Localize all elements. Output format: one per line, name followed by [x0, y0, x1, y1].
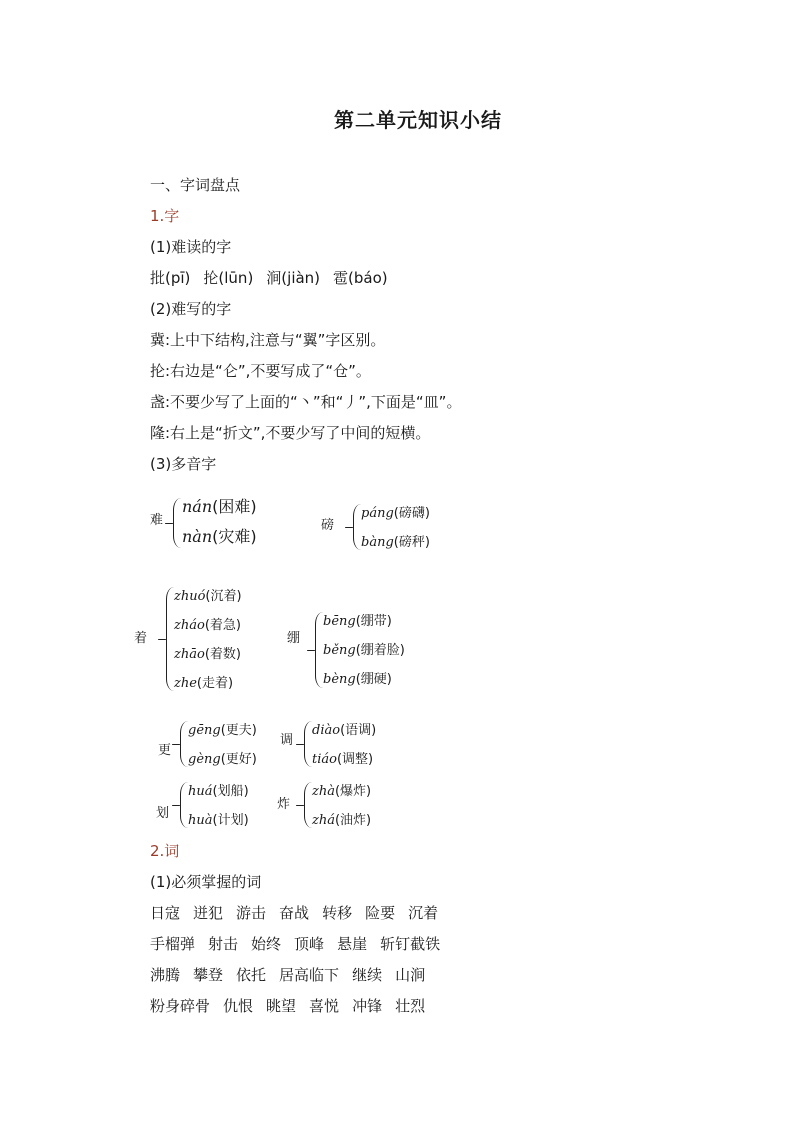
- word-item: 依托: [236, 966, 267, 984]
- word-row: [150, 903, 438, 923]
- polyphone-reading: bèng(绷硬): [323, 672, 392, 687]
- polyphone-reading: huá(划船): [188, 784, 249, 799]
- polyphone-reading: běng(绷着脸): [323, 643, 405, 658]
- polyphone-reading: nàn(灾难): [182, 527, 257, 546]
- polyphone-reading: bàng(磅秤): [361, 535, 430, 550]
- polyphone-reading: diào(语调): [312, 723, 377, 738]
- hard-to-read-list: [150, 268, 388, 288]
- polyphone-char: 更: [158, 743, 172, 758]
- hard-to-write-heading: (2)难写的字: [150, 300, 232, 318]
- polyphone-reading: zhà(爆炸): [312, 784, 372, 799]
- polyphone-char: 磅: [321, 518, 335, 533]
- must-master-words-heading: (1)必须掌握的词: [150, 873, 262, 891]
- word-item: 喜悦: [309, 997, 340, 1015]
- word-item: 沸腾: [150, 966, 181, 984]
- polyphone-reading: zháo(着急): [174, 618, 241, 633]
- hard-read-item: 雹(báo): [333, 269, 388, 287]
- polyphone-char: 难: [150, 513, 164, 528]
- hard-write-note: 隆:右上是“折文”,不要少写了中间的短横。: [150, 424, 431, 442]
- polyphone-char: 划: [156, 806, 170, 821]
- hard-write-note: 冀:上中下结构,注意与“翼”字区别。: [150, 331, 386, 349]
- word-item: 悬崖: [337, 935, 368, 953]
- polyphone-heading: (3)多音字: [150, 455, 217, 473]
- polyphone-reading: nán(困难): [182, 497, 257, 516]
- word-item: 壮烈: [395, 997, 426, 1015]
- word-item: 转移: [322, 904, 353, 922]
- word-item: 眺望: [266, 997, 297, 1015]
- hard-read-item: 抡(lūn): [203, 269, 254, 287]
- section-heading-word-review: 一、字词盘点: [150, 176, 241, 194]
- word-item: 始终: [251, 935, 282, 953]
- word-item: 沉着: [408, 904, 439, 922]
- polyphone-reading: gēng(更夫): [188, 723, 257, 738]
- polyphone-char: 着: [134, 631, 148, 646]
- word-item: 斩钉截铁: [380, 935, 441, 953]
- polyphone-reading: zhe(走着): [174, 676, 234, 691]
- word-item: 迸犯: [193, 904, 224, 922]
- polyphone-reading: bēng(绷带): [323, 614, 392, 629]
- polyphone-reading: huà(计划): [188, 813, 249, 828]
- hard-read-item: 批(pī): [150, 269, 191, 287]
- word-item: 顶峰: [294, 935, 325, 953]
- word-item: 奋战: [279, 904, 310, 922]
- subheading-characters: 1.字: [150, 207, 180, 225]
- word-item: 游击: [236, 904, 267, 922]
- word-item: 险要: [365, 904, 396, 922]
- subheading-words: 2.词: [150, 842, 180, 860]
- polyphone-reading: zhuó(沉着): [174, 589, 242, 604]
- hard-read-item: 涧(jiàn): [266, 269, 321, 287]
- page-title: 第二单元知识小结: [334, 108, 502, 132]
- hard-write-note: 盏:不要少写了上面的“丶”和“丿”,下面是“皿”。: [150, 393, 462, 411]
- word-item: 山涧: [395, 966, 426, 984]
- polyphone-reading: gèng(更好): [188, 752, 257, 767]
- word-item: 居高临下: [279, 966, 340, 984]
- word-item: 攀登: [193, 966, 224, 984]
- word-item: 冲锋: [352, 997, 383, 1015]
- polyphone-reading: zhá(油炸): [312, 813, 372, 828]
- brace-shape: [173, 498, 182, 548]
- word-item: 手榴弹: [150, 935, 196, 953]
- hard-to-read-heading: (1)难读的字: [150, 238, 232, 256]
- polyphone-reading: páng(磅礴): [361, 506, 430, 521]
- word-row: [150, 965, 425, 985]
- word-item: 日寇: [150, 904, 181, 922]
- polyphone-char: 炸: [277, 797, 291, 812]
- word-row: [150, 996, 425, 1016]
- polyphone-char: 绷: [287, 631, 301, 646]
- polyphone-reading: tiáo(调整): [312, 752, 374, 767]
- word-row: [150, 934, 440, 954]
- word-item: 射击: [208, 935, 239, 953]
- word-item: 粉身碎骨: [150, 997, 211, 1015]
- polyphone-reading: zhāo(着数): [174, 647, 241, 662]
- hard-write-note: 抡:右边是“仑”,不要写成了“仓”。: [150, 362, 371, 380]
- polyphone-char: 调: [280, 733, 294, 748]
- word-item: 继续: [352, 966, 383, 984]
- word-item: 仇恨: [223, 997, 254, 1015]
